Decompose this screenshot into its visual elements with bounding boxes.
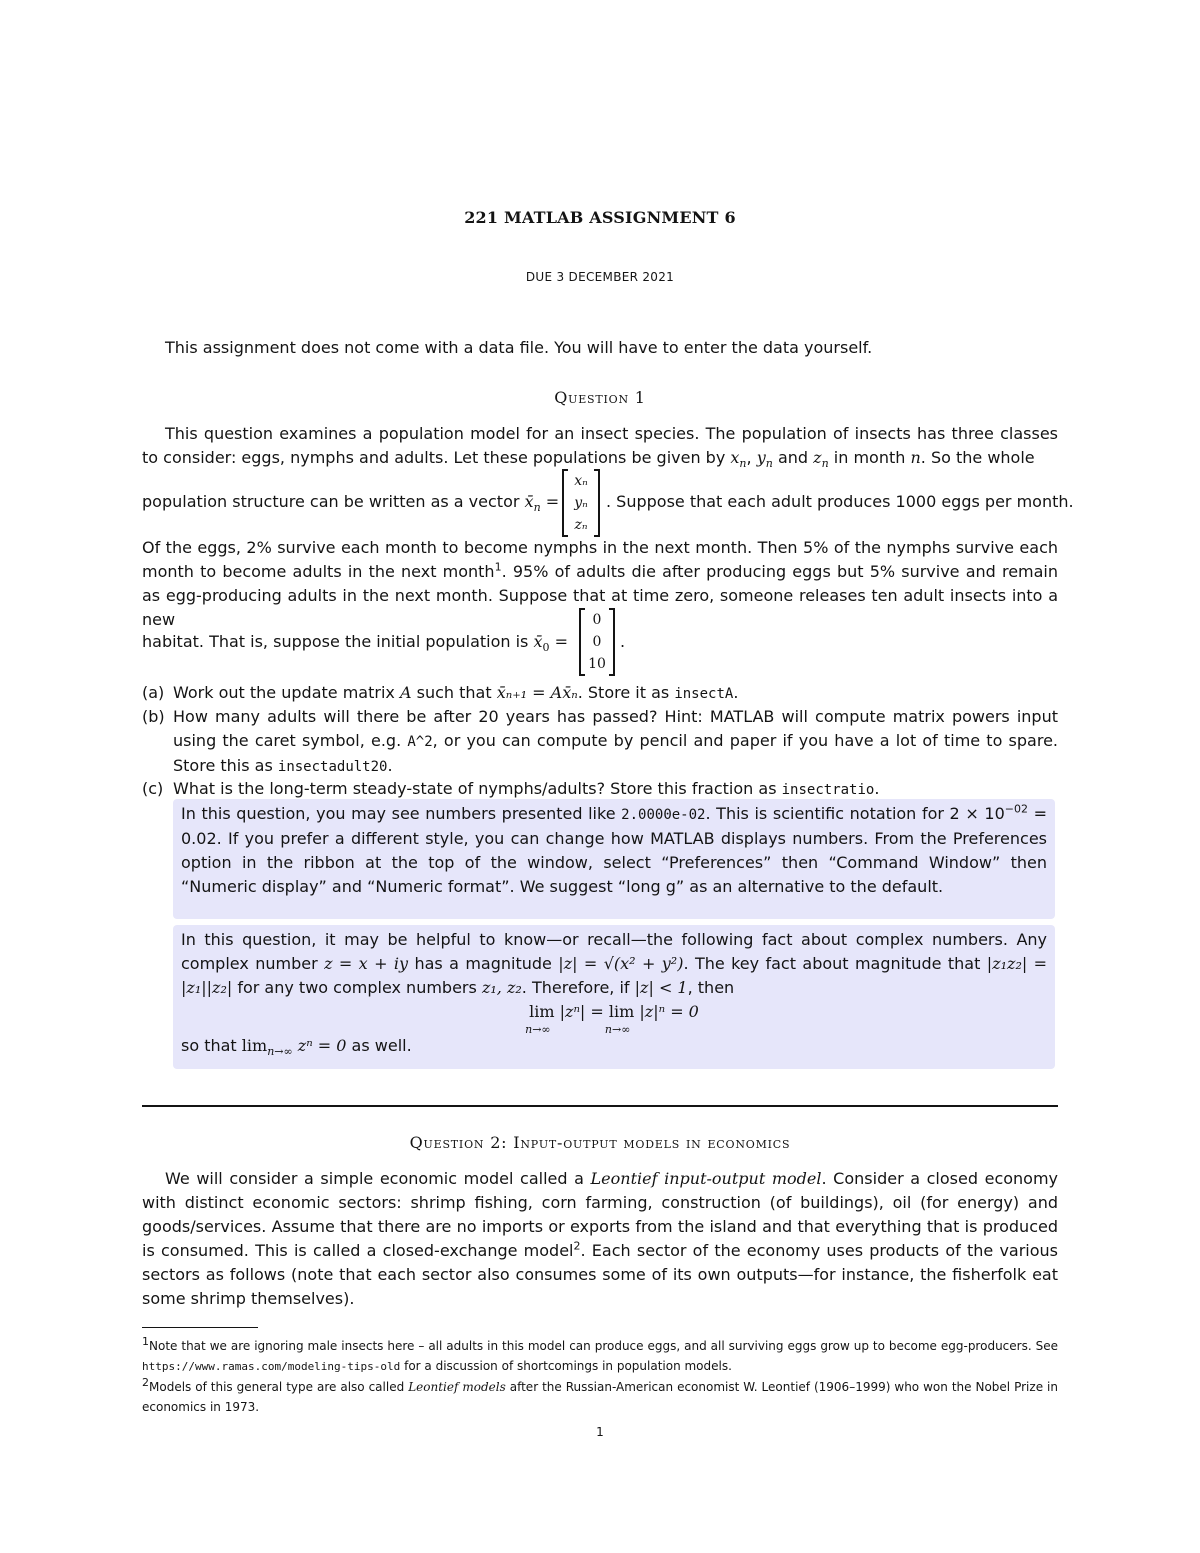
part-a: (a) Work out the update matrix A such that x̄ₙ₊₁ = Ax̄ₙ. Store it as insectA. (142, 681, 1058, 706)
footnote-1: $^1$Note that we are ignoring male insects here – all adults in this model can produce eggs, and all surviving eggs grow up to become egg-producers. See https://www.ramas.com/modeling-tips-old for a discussion of shortcomings in population models. (142, 1335, 1058, 1373)
code-scientific-example: 2.0000e-02 (621, 807, 706, 823)
part-c-label: (c) (142, 779, 164, 798)
part-a-label: (a) (142, 683, 165, 702)
part-c: (c) What is the long-term steady-state of nymphs/adults? Store this fraction as insectratio. (142, 777, 1058, 802)
initial-population-line: habitat. That is, suppose the initial population is $x̄_0$ = (142, 632, 569, 655)
due-date: DUE 3 DECEMBER 2021 (525, 270, 675, 284)
vector-entry-x: xₙ (574, 473, 588, 489)
page-number: 1 (596, 1425, 604, 1439)
code-insectratio: insectratio (781, 782, 875, 798)
question-2-paragraph-1: We will consider a simple economic model called a Leontief input-output model. Consider a closed economy with distinct economic sectors: shrimp fishing, corn farming, construction (of buildings), oil (for energy) and goods/services. Assume that there are no imports or exports from the island and that everything that is produced is consumed. This is called a closed-exchange model$^2$. Each sector of the economy uses products of the various sectors as follows (note that each sector also consumes some of its own outputs—for instance, the fisherfolk eat some shrimp themselves). (142, 1169, 1059, 1308)
question-1-paragraph-2: Of the eggs, 2% survive each month to become nymphs in the next month. Then 5% of the nymphs survive each month to become adults in the next month$^1$. 95% of adults die after producing eggs but 5% survive and remain as egg-producing adults in the next month. Suppose that at time zero, someone releases ten adult insects into a new (142, 538, 1059, 629)
emphasis-leontief: Leontief input-output model (590, 1169, 822, 1188)
intro-text: This assignment does not come with a data file. You will have to enter the data yourself. (165, 338, 873, 357)
vector-tail-text: . Suppose that each adult produces 1000 eggs per month. (606, 492, 1074, 511)
page-title: 221 MATLAB ASSIGNMENT 6 (464, 208, 736, 227)
note-box-complex-numbers: In this question, it may be helpful to know—or recall—the following fact about complex numbers. Any complex number z = x + iy has a magnitude |z| = √(x² + y²). The key fact about magnitude that |z₁z₂| = |z₁||z₂| for any two complex numbers z₁, z₂. Therefore, if |z| < 1, then lim n→∞ |zⁿ| = lim n→∞ |z|ⁿ = 0 so that $\lim_{n\to\infty} z^n = 0$ as well. (173, 925, 1055, 1069)
code-caret-example: A^2 (407, 734, 433, 750)
footnote-url[interactable]: https://www.ramas.com/modeling-tips-old (142, 1360, 401, 1373)
code-insectA: insectA (674, 686, 734, 702)
code-insectadult20: insectadult20 (277, 759, 388, 775)
part-b: (b) How many adults will there be after 20 years has passed? Hint: MATLAB will compute matrix powers input using the caret symbol, e.g. A^2, or you can compute by pencil and paper if you have a lot of time to spare. Store this as insectadult20. (142, 707, 1058, 775)
initial-entry-adults: 10 (588, 656, 606, 672)
footnote-ref-2: 2 (573, 1239, 581, 1253)
question-1-heading: Question 1 (554, 388, 646, 407)
part-b-label: (b) (142, 707, 165, 726)
vector-entry-z: zₙ (574, 517, 588, 533)
vector-entry-y: yₙ (574, 495, 588, 511)
initial-entry-eggs: 0 (592, 612, 602, 628)
vector-definition-line: population structure can be written as a vector $x̄_n$ = (142, 492, 560, 515)
initial-entry-nymphs: 0 (592, 634, 602, 650)
limit-equation: lim n→∞ |zⁿ| = lim n→∞ |z|ⁿ = 0 (525, 1002, 699, 1036)
question-1-paragraph-1: This question examines a population model for an insect species. The population of insects has three classes to consider: eggs, nymphs and adults. Let these populations be given by $x_n$, $y_n$ and $z_n$ in month n. So the whole (142, 424, 1058, 471)
section-divider (142, 1105, 1058, 1107)
population-vector (562, 470, 600, 536)
question-2-heading: Question 2: Input-output models in economics (409, 1133, 791, 1152)
initial-population-vector (579, 609, 615, 675)
note-box-scientific-notation: In this question, you may see numbers presented like 2.0000e-02. This is scientific notation for $2 \times 10^{-02} = 0.02$. If you prefer a different style, you can change how MATLAB displays numbers. From the Preferences option in the ribbon at the top of the window, select “Preferences” then “Command Window” then “Numeric display” and “Numeric format”. We suggest “long g” as an alternative to the default. (173, 799, 1055, 919)
footnote-2: $^2$Models of this general type are also called Leontief models after the Russian-American economist W. Leontief (1906–1999) who won the Nobel Prize in economics in 1973. (142, 1376, 1058, 1414)
footnote-rule (142, 1327, 258, 1328)
initial-vector-tail: . (620, 632, 626, 651)
footnote-ref-1: 1 (494, 560, 502, 574)
